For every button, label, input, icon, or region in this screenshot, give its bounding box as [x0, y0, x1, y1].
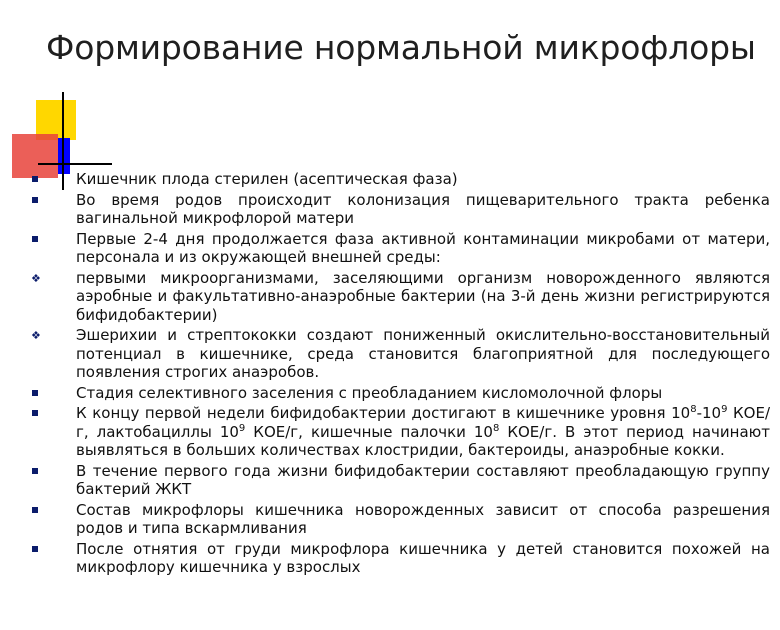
list-item: К концу первой недели бифидобактерии достигают в кишечнике уровня $10^8-10^9$ КОЕ/г, лактобациллы $10^9$ КОЕ/г, кишечные палочки $10^8$ КОЕ/г. В этот период начинают выявляться в больших количествах клостридии, бактероиды, анаэробные кокки. [32, 404, 770, 460]
square-bullet-icon [32, 507, 38, 513]
list-item: ❖ Эшерихии и стрептококки создают пониженный окислительно-восстановительный потенциал в кишечнике, среда становится благоприятной для последующего появления строгих анаэробов. [31, 326, 770, 381]
square-bullet-icon [32, 410, 38, 416]
square-bullet-icon [32, 468, 38, 474]
list-item: Во время родов происходит колонизация пищеварительного тракта ребенка вагинальной микрофлорой матери [32, 191, 770, 228]
list-item: В течение первого года жизни бифидобактерии составляют преобладающую группу бактерий ЖКТ [32, 462, 770, 499]
square-bullet-icon [32, 236, 38, 242]
diamond-bullet-icon: ❖ [31, 271, 41, 285]
diamond-bullet-icon: ❖ [31, 329, 41, 342]
square-bullet-icon [32, 197, 38, 203]
square-bullet-icon [32, 546, 38, 552]
content-list [32, 170, 770, 579]
slide-title: Формирование нормальной микрофлоры [46, 28, 756, 67]
square-bullet-icon [32, 390, 38, 396]
list-item: ❖ первыми микроорганизмами, заселяющими организм новорожденного являются аэробные и факультативно-анаэробные бактерии (на 3-й день жизни регистрируются бифидобактерии) [31, 268, 770, 324]
list-item: Стадия селективного заселения с преобладанием кисломолочной флоры [32, 384, 770, 403]
list-item: Состав микрофлоры кишечника новорожденных зависит от способа разрешения родов и типа вскармливания [32, 501, 770, 538]
list-item: Кишечник плода стерилен (асептическая фаза) [32, 170, 770, 189]
list-item: Первые 2-4 дня продолжается фаза активной контаминации микробами от матери, персонала и из окружающей внешней среды: [32, 230, 770, 267]
list-item: После отнятия от груди микрофлора кишечника у детей становится похожей на микрофлору кишечника у взрослых [32, 540, 770, 577]
square-bullet-icon [32, 176, 38, 182]
